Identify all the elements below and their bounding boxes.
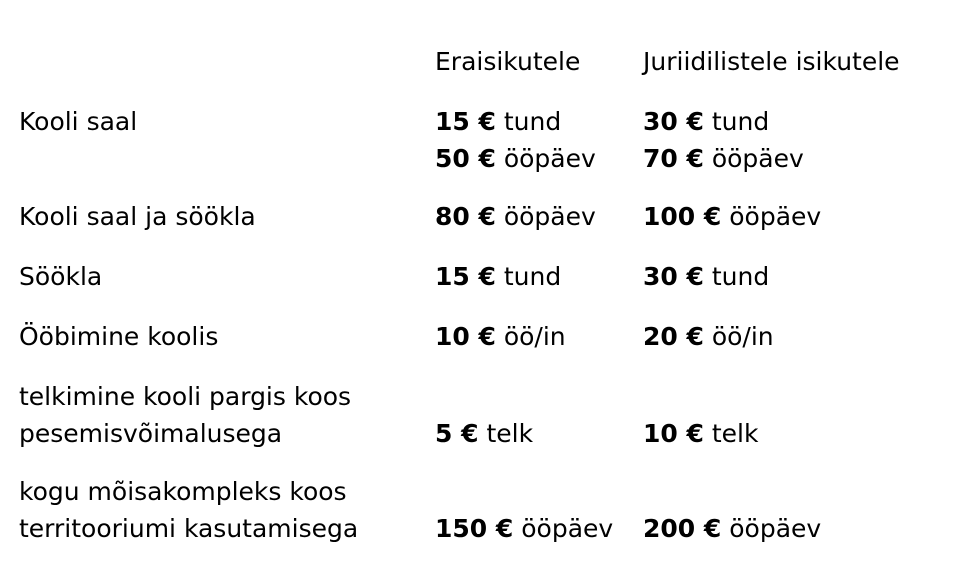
price-individuals bbox=[435, 258, 640, 295]
price-amount: 10 € bbox=[643, 419, 704, 448]
price-line bbox=[643, 510, 963, 547]
facility-label-line: kogu mõisakompleks koos bbox=[19, 477, 347, 506]
price-unit: öö/in bbox=[711, 322, 774, 351]
price-legal-entities bbox=[643, 415, 963, 452]
header-legal-entities: Juriidilistele isikutele bbox=[643, 47, 900, 76]
facility-label-line: Kooli saal ja söökla bbox=[19, 202, 256, 231]
price-unit: ööpäev bbox=[711, 144, 804, 173]
facility-label bbox=[19, 198, 419, 235]
price-unit: ööpäev bbox=[503, 202, 596, 231]
price-line bbox=[435, 510, 640, 547]
price-unit: tund bbox=[711, 262, 770, 291]
table-header bbox=[19, 46, 959, 78]
price-line bbox=[643, 198, 963, 235]
price-unit: tund bbox=[711, 107, 770, 136]
price-amount: 80 € bbox=[435, 202, 496, 231]
facility-label-line: Söökla bbox=[19, 262, 103, 291]
price-unit: ööpäev bbox=[503, 144, 596, 173]
facility-label-line: pesemisvõimalusega bbox=[19, 419, 283, 448]
facility-label-line: Kooli saal bbox=[19, 107, 138, 136]
price-individuals bbox=[435, 415, 640, 452]
price-legal-entities bbox=[643, 510, 963, 547]
price-line bbox=[435, 318, 640, 355]
price-amount: 5 € bbox=[435, 419, 479, 448]
price-amount: 100 € bbox=[643, 202, 722, 231]
price-line bbox=[435, 415, 640, 452]
price-unit: tund bbox=[503, 107, 562, 136]
price-unit: ööpäev bbox=[729, 514, 822, 543]
price-line bbox=[643, 103, 963, 140]
facility-label bbox=[19, 258, 419, 295]
price-legal-entities bbox=[643, 103, 963, 177]
price-amount: 70 € bbox=[643, 144, 704, 173]
price-amount: 20 € bbox=[643, 322, 704, 351]
price-individuals bbox=[435, 510, 640, 547]
price-amount: 30 € bbox=[643, 107, 704, 136]
price-line bbox=[435, 140, 640, 177]
price-amount: 30 € bbox=[643, 262, 704, 291]
facility-label bbox=[19, 473, 419, 547]
price-unit: öö/in bbox=[503, 322, 566, 351]
price-individuals bbox=[435, 198, 640, 235]
facility-label bbox=[19, 378, 419, 452]
facility-label-line: Ööbimine koolis bbox=[19, 322, 219, 351]
facility-label-line: telkimine kooli pargis koos bbox=[19, 382, 352, 411]
price-line bbox=[643, 140, 963, 177]
price-unit: ööpäev bbox=[729, 202, 822, 231]
facility-label bbox=[19, 318, 419, 355]
facility-label-line: territooriumi kasutamisega bbox=[19, 514, 359, 543]
price-unit: telk bbox=[711, 419, 759, 448]
price-unit: tund bbox=[503, 262, 562, 291]
header-individuals: Eraisikutele bbox=[435, 47, 581, 76]
price-unit: telk bbox=[486, 419, 534, 448]
price-amount: 10 € bbox=[435, 322, 496, 351]
price-line bbox=[435, 103, 640, 140]
price-amount: 15 € bbox=[435, 107, 496, 136]
price-amount: 15 € bbox=[435, 262, 496, 291]
price-amount: 50 € bbox=[435, 144, 496, 173]
price-individuals bbox=[435, 103, 640, 177]
price-legal-entities bbox=[643, 318, 963, 355]
price-line bbox=[435, 198, 640, 235]
price-amount: 200 € bbox=[643, 514, 722, 543]
price-line bbox=[643, 258, 963, 295]
price-amount: 150 € bbox=[435, 514, 514, 543]
price-legal-entities bbox=[643, 258, 963, 295]
price-line bbox=[435, 258, 640, 295]
price-line bbox=[643, 415, 963, 452]
price-line bbox=[643, 318, 963, 355]
price-unit: ööpäev bbox=[521, 514, 614, 543]
price-individuals bbox=[435, 318, 640, 355]
facility-label bbox=[19, 103, 419, 140]
price-legal-entities bbox=[643, 198, 963, 235]
